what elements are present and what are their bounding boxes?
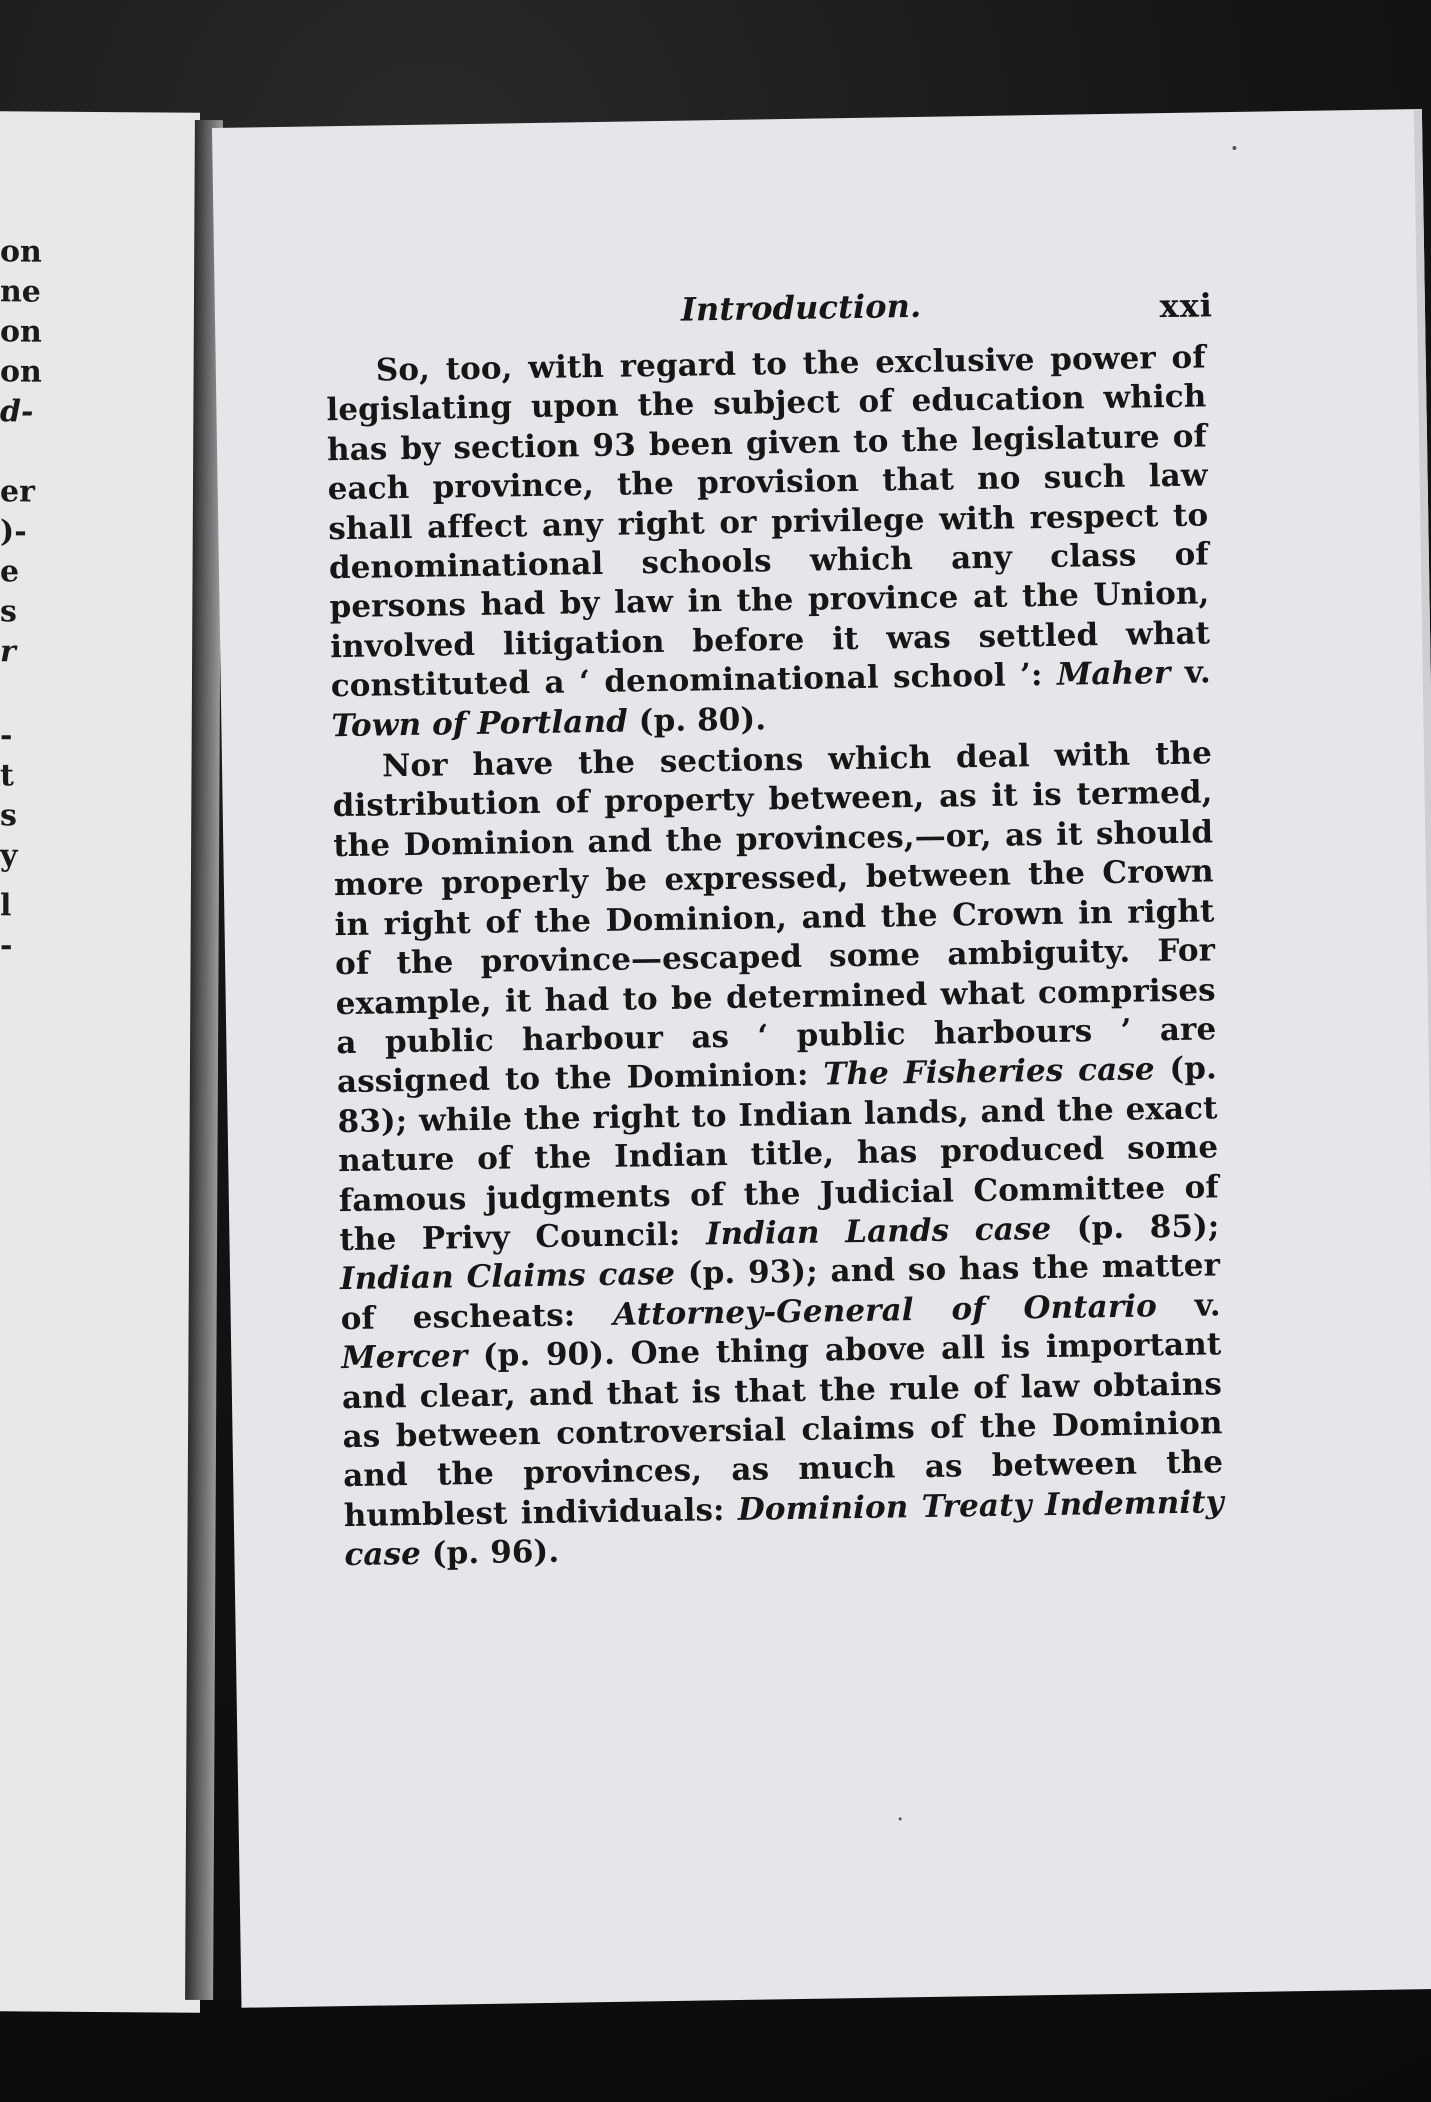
dust-speck [899,1817,902,1820]
text-run: (p. 93); and so has the matter of escheats: [340,1247,1221,1337]
page-number: xxi [1159,286,1214,326]
left-page-fragment: e [0,554,20,590]
left-page-fragment: l [0,888,12,924]
left-facing-page [0,111,200,2012]
left-page-fragment: on [0,314,42,350]
left-page-fragment: s [0,798,17,834]
text-run: (p. 90). One thing above all is important and clear, and that is that the rule of law obtains as between controversial claims of the Dominion and the provinces, as much as between the humblest individuals: [341,1326,1224,1534]
left-page-fragment: t [0,758,14,794]
left-page-text-fragments [0,111,200,964]
page-text-block [325,282,1225,1575]
left-page-fragment: on [0,234,42,270]
text-run: So, too, with regard to the exclusive power of legislating upon the subject of education which has by section 93 been given to the legislature of each province, the provision that no such law shall affect any right or privilege with respect to denominational schools which any class of persons had by law in the province at the Union, involved litigation before it was settled what constituted a ‘ denominational school ’: [326,339,1211,705]
left-page-fragment: ne [0,274,41,310]
left-page-fragment: - [0,928,13,964]
left-page-fragment: d- [0,394,34,430]
case-name: The Fisheries case [823,1051,1155,1093]
left-page-fragment: on [0,354,42,390]
text-run: (p. 80). [627,701,767,740]
left-page-fragment: - [0,718,13,754]
left-page-fragment: s [0,594,17,630]
text-run: Nor have the sections which deal with the distribution of property between, as it is termed, the Dominion and the provinces,—or, as it should more properly be expressed, between the Crown in right of the Dominion, and the Crown in right of the province—escaped some ambiguity. For example, it had to be determined what comprises a public harbour as ‘ public harbours ’ are assigned to the Dominion: [332,735,1217,1101]
case-name: Mercer [341,1338,468,1377]
case-name: Town of Portland [331,703,629,744]
text-run: (p. 85); [1050,1208,1220,1247]
paragraph-2 [332,734,1225,1575]
case-name: Maher [1056,655,1171,694]
left-page-fragment: r [0,634,16,670]
text-run: (p. 96). [420,1533,560,1573]
case-name: Attorney-General of Ontario [612,1288,1158,1333]
case-name: Indian Claims case [339,1256,676,1298]
text-run: v. [1170,654,1211,692]
left-page-fragment: er [0,474,35,510]
case-name: Indian Lands case [705,1210,1052,1253]
left-page-fragment: y [0,838,18,874]
text-run: (p. 83); while the right to Indian lands, and the exact nature of the Indian title, has produced some famous judgments of the Judicial Committee of the Privy Council: [337,1050,1220,1259]
paragraph-1 [326,338,1212,746]
right-page [212,109,1431,2008]
left-page-fragment: )- [0,514,27,550]
text-run: v. [1156,1287,1221,1325]
dust-speck [1232,146,1236,150]
running-head: Introduction. [680,286,922,329]
case-name: Dominion Treaty Indemnity case [344,1484,1224,1574]
